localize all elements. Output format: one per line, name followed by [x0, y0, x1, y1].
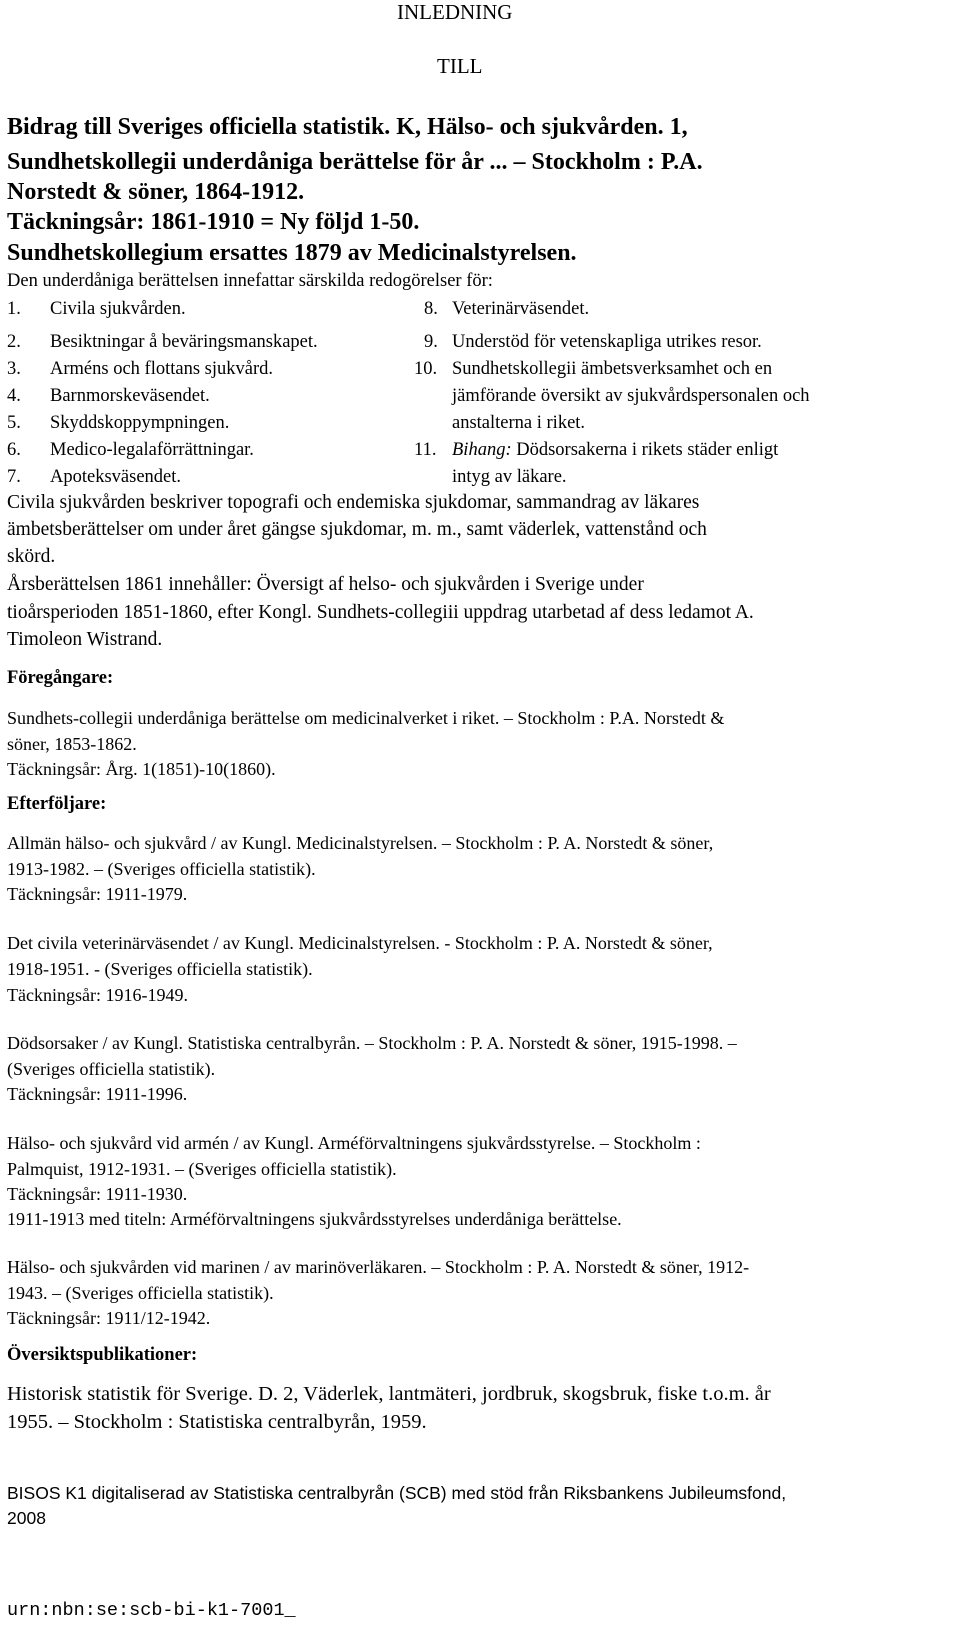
footer-line: 2008: [7, 1508, 46, 1528]
list-item: Medico-legalaförrättningar.: [50, 440, 254, 460]
list-num: 8.: [424, 299, 438, 319]
foregangare-heading: Föregångare:: [7, 668, 114, 688]
list-num: 11.: [414, 440, 437, 460]
list-item: Veterinärväsendet.: [452, 299, 590, 319]
title-line-1: Bidrag till Sveriges officiella statistik. K, Hälso- och sjukvården. 1,: [7, 114, 688, 140]
list-item: Arméns och flottans sjukvård.: [50, 359, 273, 379]
list-item: Sundhetskollegii ämbetsverksamhet och en: [452, 359, 773, 379]
title-line-4: Täckningsår: 1861-1910 = Ny följd 1-50.: [7, 209, 420, 235]
civila-paragraph-line: ämbetsberättelser om under året gängse sjukdomar, m. m., samt väderlek, vattenstånd och: [7, 519, 707, 540]
efterfoljare-entry-line: 1913-1982. – (Sveriges officiella statistik).: [7, 859, 316, 879]
efterfoljare-entry-line: 1943. – (Sveriges officiella statistik).: [7, 1283, 274, 1303]
footer-line: BISOS K1 digitaliserad av Statistiska centralbyrån (SCB) med stöd från Riksbankens Jubileumsfond,: [7, 1483, 787, 1503]
efterfoljare-entry-line: Palmquist, 1912-1931. – (Sveriges officiella statistik).: [7, 1159, 397, 1179]
efterfoljare-entry-line: (Sveriges officiella statistik).: [7, 1059, 216, 1079]
list-item: Barnmorskeväsendet.: [50, 386, 210, 406]
list-item: Besiktningar å beväringsmanskapet.: [50, 332, 318, 352]
foregangare-line: Sundhets-collegii underdåniga berättelse om medicinalverket i riket. – Stockholm : P.A. Norstedt &: [7, 708, 725, 728]
efterfoljare-entry-line: Täckningsår: 1916-1949.: [7, 985, 188, 1005]
efterfoljare-entry-line: 1911-1913 med titeln: Arméförvaltningens sjukvårdsstyrelses underdåniga berättelse.: [7, 1209, 622, 1229]
title-line-5: Sundhetskollegium ersattes 1879 av Medicinalstyrelsen.: [7, 240, 577, 266]
foregangare-line: söner, 1853-1862.: [7, 734, 137, 754]
urn-identifier: urn:nbn:se:scb-bi-k1-7001_: [7, 1600, 296, 1621]
list-item: anstalterna i riket.: [452, 413, 586, 433]
list-item: [452, 437, 778, 463]
list-item: intyg av läkare.: [452, 467, 567, 487]
list-num: 7.: [7, 467, 21, 487]
title-line-2: Sundhetskollegii underdåniga berättelse för år ... – Stockholm : P.A.: [7, 149, 703, 175]
efterfoljare-entry-line: 1918-1951. - (Sveriges officiella statistik).: [7, 959, 313, 979]
efterfoljare-entry-line: Hälso- och sjukvård vid armén / av Kungl. Arméförvaltningens sjukvårdsstyrelse. – Stockholm :: [7, 1133, 701, 1153]
list-num: 2.: [7, 332, 21, 352]
oversikt-heading: Översiktspublikationer:: [7, 1345, 198, 1365]
arsberattelsen-paragraph-line: Timoleon Wistrand.: [7, 629, 163, 650]
arsberattelsen-paragraph-line: tioårsperioden 1851-1860, efter Kongl. Sundhets-collegiii uppdrag utarbetad af dess ledamot A.: [7, 602, 754, 623]
efterfoljare-entry-line: Täckningsår: 1911-1930.: [7, 1184, 188, 1204]
efterfoljare-entry-line: Täckningsår: 1911/12-1942.: [7, 1308, 211, 1328]
list-item: Apoteksväsendet.: [50, 467, 182, 487]
efterfoljare-entry-line: Allmän hälso- och sjukvård / av Kungl. Medicinalstyrelsen. – Stockholm : P. A. Norstedt & söner,: [7, 833, 714, 853]
efterfoljare-entry-line: Hälso- och sjukvården vid marinen / av marinöverläkaren. – Stockholm : P. A. Norstedt & söner, 1912-: [7, 1257, 750, 1277]
list-item: Civila sjukvården.: [50, 299, 186, 319]
heading-till: TILL: [437, 54, 483, 78]
bihang-label: Bihang:: [452, 440, 512, 460]
bihang-text: Dödsorsakerna i rikets städer enligt: [511, 440, 779, 460]
list-num: 3.: [7, 359, 21, 379]
foregangare-line: Täckningsår: Årg. 1(1851)-10(1860).: [7, 759, 276, 779]
list-num: 10.: [414, 359, 438, 379]
efterfoljare-entry-line: Dödsorsaker / av Kungl. Statistiska centralbyrån. – Stockholm : P. A. Norstedt & söner, 1915-1998. –: [7, 1033, 737, 1053]
civila-paragraph-line: Civila sjukvården beskriver topografi och endemiska sjukdomar, sammandrag av läkares: [7, 492, 700, 513]
efterfoljare-entry-line: Täckningsår: 1911-1979.: [7, 884, 188, 904]
list-num: 9.: [424, 332, 438, 352]
efterfoljare-entry-line: Det civila veterinärväsendet / av Kungl. Medicinalstyrelsen. - Stockholm : P. A. Norstedt & söner,: [7, 933, 713, 953]
title-line-3: Norstedt & söner, 1864-1912.: [7, 179, 305, 205]
list-num: 4.: [7, 386, 21, 406]
list-num: 5.: [7, 413, 21, 433]
list-item: Skyddskoppympningen.: [50, 413, 230, 433]
heading-inledning: INLEDNING: [397, 0, 513, 24]
efterfoljare-entry-line: Täckningsår: 1911-1996.: [7, 1084, 188, 1104]
list-item: Understöd för vetenskapliga utrikes resor.: [452, 332, 762, 352]
list-num: 1.: [7, 299, 21, 319]
intro-line: Den underdåniga berättelsen innefattar särskilda redogörelser för:: [7, 271, 493, 291]
oversikt-line: 1955. – Stockholm : Statistiska centralbyrån, 1959.: [7, 1411, 427, 1433]
list-num: 6.: [7, 440, 21, 460]
arsberattelsen-paragraph-line: Årsberättelsen 1861 innehåller: Översigt af helso- och sjukvården i Sverige under: [7, 574, 644, 595]
oversikt-line: Historisk statistik för Sverige. D. 2, Väderlek, lantmäteri, jordbruk, skogsbruk, fiske t.o.m. år: [7, 1383, 771, 1405]
civila-paragraph-line: skörd.: [7, 546, 56, 567]
efterfoljare-heading: Efterföljare:: [7, 794, 107, 814]
list-item: jämförande översikt av sjukvårdspersonalen och: [452, 386, 810, 406]
